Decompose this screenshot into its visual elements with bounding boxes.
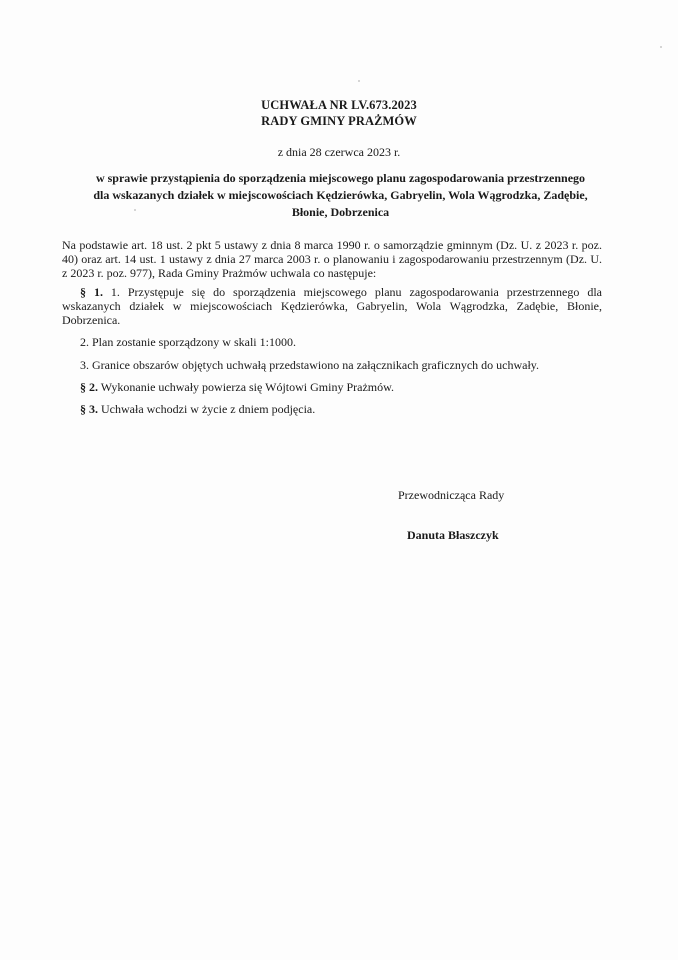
signatory-name: Danuta Błaszczyk [407,528,499,542]
section-1-point-3: 3. Granice obszarów objętych uchwałą przedstawiono na załącznikach graficznych do uchwały. [80,358,540,372]
section-1-point-1-text: 1. Przystępuje się do sporządzenia miejscowego planu zagospodarowania przestrzennego dla wskazanych działek w miejscowościach Kędzierówka, Gabryelin, Wola Wągrodzka, Zadębie, Błonie, Dobrzenica. [62,285,602,327]
section-1-label: § 1. [80,285,103,299]
legal-basis-text: Na podstawie art. 18 ust. 2 pkt 5 ustawy z dnia 8 marca 1990 r. o samorządzie gminnym (Dz. U. z 2023 r. poz. 40) oraz art. 14 ust. 1 ustawy z dnia 27 marca 2003 r. o planowaniu i zagospodarowaniu przestrzennym (Dz. U. z 2023 r. poz. 977), Rada Gminy Prażmów uchwala co następuje: [62,238,602,280]
section-2 [80,380,580,394]
section-3 [80,402,580,416]
section-1-point-2: 2. Plan zostanie sporządzony w skali 1:1000. [80,335,296,349]
scan-speck [134,209,136,211]
resolution-date: z dnia 28 czerwca 2023 r. [277,145,401,159]
scan-speck [660,46,662,48]
resolution-subject: w sprawie przystąpienia do sporządzenia miejscowego planu zagospodarowania przestrzennego dla wskazanych działek w miejscowościach Kędzierówka, Gabryelin, Wola Wągrodzka, Zadębie, Błonie, Dobrzenica [93,171,588,219]
section-3-label: § 3. [80,402,98,416]
section-1-paragraph-1 [62,285,602,327]
council-name: RADY GMINY PRAŻMÓW [261,114,417,128]
legal-basis-paragraph [62,238,602,280]
resolution-number: UCHWAŁA NR LV.673.2023 [261,98,417,112]
section-3-text: Uchwała wchodzi w życie z dniem podjęcia. [101,402,316,416]
scan-speck [358,80,360,82]
signatory-role: Przewodnicząca Rady [398,488,505,502]
section-2-label: § 2. [80,380,98,394]
section-2-text: Wykonanie uchwały powierza się Wójtowi Gminy Prażmów. [100,380,394,394]
